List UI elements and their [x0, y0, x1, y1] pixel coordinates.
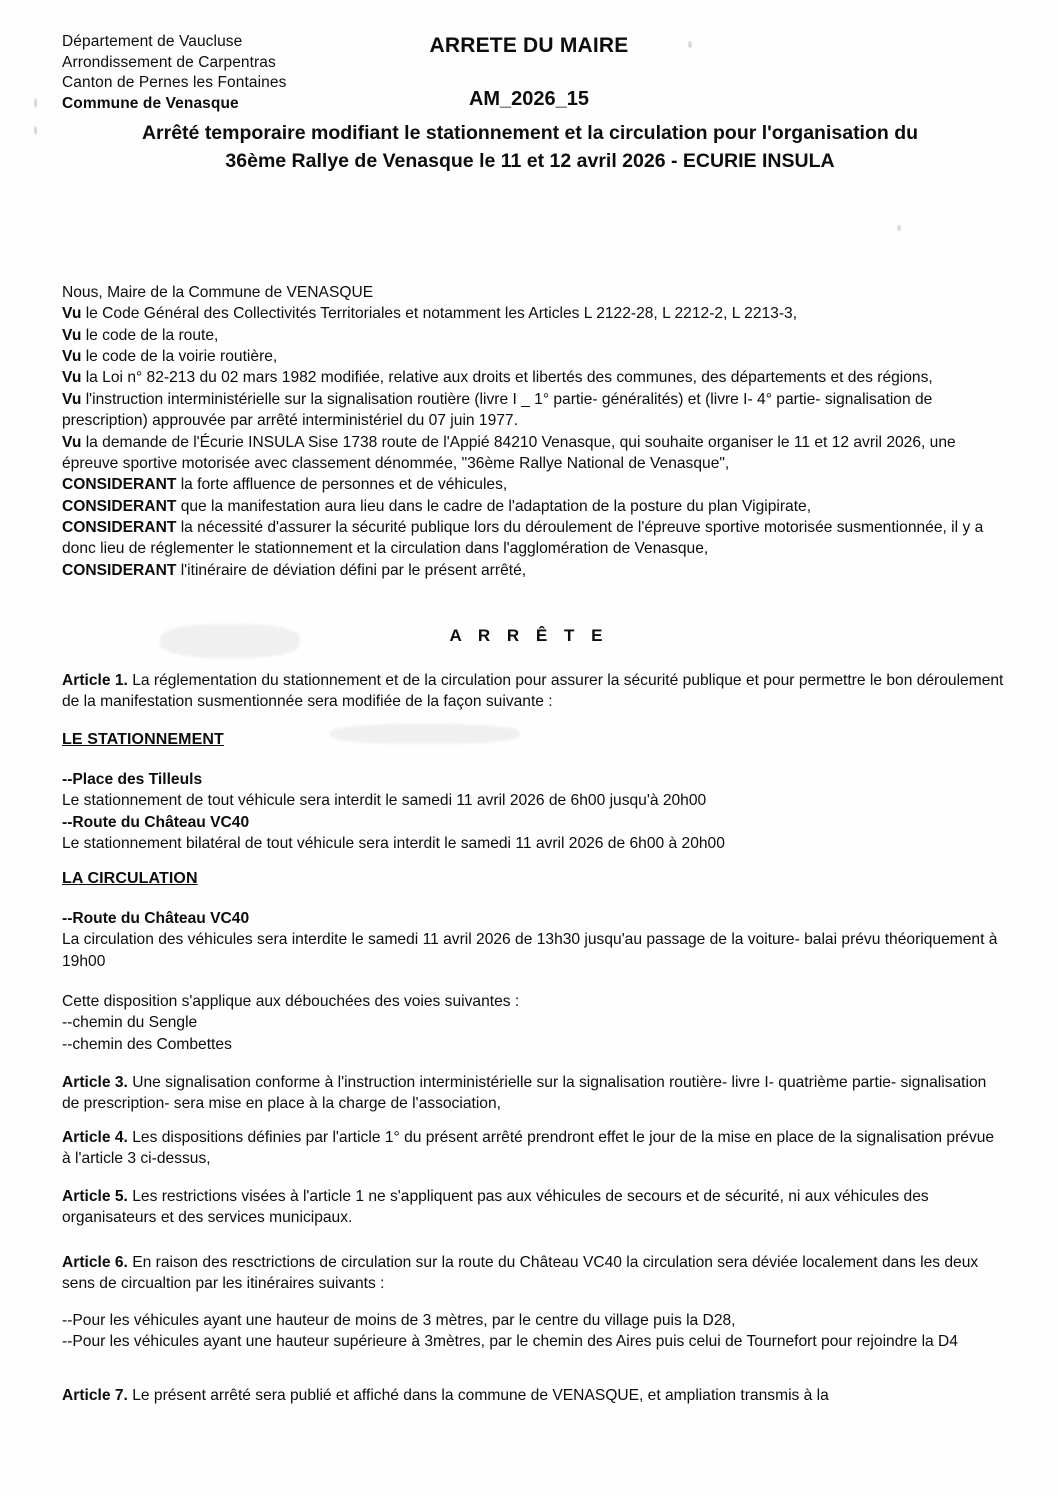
- article-6-label: Article 6.: [62, 1254, 128, 1271]
- article-7-text: Le présent arrêté sera publié et affiché dans la commune de VENASQUE, et ampliation transmis à la: [132, 1387, 829, 1404]
- preamble-opening: Nous, Maire de la Commune de VENASQUE: [62, 284, 374, 301]
- document-reference: AM_2026_15: [468, 88, 590, 110]
- article-1-label: Article 1.: [62, 672, 128, 689]
- article-1-text: La réglementation du stationnement et de la circulation pour assurer la sécurité publique et pour permettre le bon déroulement de la manifestation susmentionnée sera modifiée de la façon suivante :: [62, 672, 1004, 711]
- article-3-label: Article 3.: [62, 1074, 128, 1091]
- article-5: [62, 1186, 1006, 1229]
- preamble-considerant-1: CONSIDERANT la forte affluence de personnes et de véhicules,: [62, 476, 508, 494]
- considerant-label: CONSIDERANT: [62, 561, 177, 579]
- stationnement-rule-1: Le stationnement de tout véhicule sera interdit le samedi 11 avril 2026 de 6h00 jusqu'à 20h00: [62, 792, 707, 810]
- preamble-vu-5: Vu l'instruction interministérielle sur la signalisation routière (livre I _ 1° partie- généralités) et (livre I- 4° partie- signalisation de prescription) approuvée par arrêté interministériel du 07 juin 1977.: [62, 390, 933, 430]
- considerant-label: CONSIDERANT: [62, 518, 177, 536]
- vu-label: Vu: [62, 433, 82, 451]
- section-heading-stationnement: LE STATIONNEMENT: [62, 731, 224, 748]
- circulation-place-1: --Route du Château VC40: [62, 910, 250, 927]
- preamble-considerant-3: CONSIDERANT la nécessité d'assurer la sécurité publique lors du déroulement de l'épreuve sportive motorisée susmentionnée, il y a donc lieu de réglementer le stationnement et la circulation dans l'agglomération de Venasque,: [62, 518, 984, 558]
- article-6: [62, 1252, 1006, 1295]
- debouchees-intro: Cette disposition s'applique aux débouchées des voies suivantes :: [62, 993, 520, 1010]
- letterhead-arrondissement: Arrondissement de Carpentras: [62, 53, 276, 71]
- deviation-route-1: --Pour les véhicules ayant une hauteur de moins de 3 mètres, par le centre du village puis la D28,: [62, 1312, 736, 1329]
- scan-speck: [34, 126, 37, 135]
- vu-label: Vu: [62, 305, 82, 323]
- vu-label: Vu: [62, 348, 82, 366]
- preamble-vu-2: Vu le code de la route,: [62, 326, 219, 344]
- letterhead-commune: Commune de Venasque: [62, 94, 239, 112]
- article-1: [62, 670, 1006, 713]
- vu-label: Vu: [62, 369, 82, 387]
- article-5-label: Article 5.: [62, 1188, 128, 1205]
- scan-speck: [897, 225, 901, 231]
- vu-label: Vu: [62, 326, 82, 344]
- debouchees-block: [62, 991, 1006, 1055]
- article-4-label: Article 4.: [62, 1129, 128, 1146]
- circulation-block: [62, 908, 1006, 972]
- considerant-label: CONSIDERANT: [62, 497, 177, 515]
- article-3-text: Une signalisation conforme à l'instruction interministérielle sur la signalisation routière- livre I- quatrième partie- signalisation de prescription- sera mise en place à la charge de l'association,: [62, 1074, 987, 1113]
- stationnement-place-2: --Route du Château VC40: [62, 813, 250, 831]
- article-7-label: Article 7.: [62, 1387, 128, 1404]
- page-title: ARRETE DU MAIRE: [429, 34, 629, 57]
- article-7: [62, 1385, 1006, 1406]
- deviation-routes-block: [62, 1310, 1006, 1353]
- stationnement-rule-2: Le stationnement bilatéral de tout véhicule sera interdit le samedi 11 avril 2026 de 6h00 à 20h00: [62, 835, 725, 853]
- preamble-block: [62, 282, 1006, 581]
- vu-label: Vu: [62, 390, 82, 408]
- scan-smudge: [330, 724, 520, 744]
- debouchees-item-2: --chemin des Combettes: [62, 1035, 232, 1053]
- article-5-text: Les restrictions visées à l'article 1 ne s'appliquent pas aux véhicules de secours et de sécurité, ni aux véhicules des organisateurs et des services municipaux.: [62, 1188, 929, 1227]
- article-4: [62, 1127, 1006, 1170]
- preamble-vu-3: Vu le code de la voirie routière,: [62, 348, 278, 366]
- article-4-text: Les dispositions définies par l'article 1° du présent arrêté prendront effet le jour de la mise en place de la signalisation prévue à l'article 3 ci-dessus,: [62, 1129, 995, 1168]
- deviation-route-2: --Pour les véhicules ayant une hauteur supérieure à 3mètres, par le chemin des Aires puis celui de Tournefort pour rejoindre la D4: [62, 1333, 958, 1351]
- preamble-considerant-2: CONSIDERANT que la manifestation aura lieu dans le cadre de l'adaptation de la posture du plan Vigipirate,: [62, 497, 812, 515]
- circulation-rule-1: La circulation des véhicules sera interdite le samedi 11 avril 2026 de 13h30 jusqu'au passage de la voiture- balai prévu théoriquement à 19h00: [62, 931, 998, 970]
- stationnement-block: [62, 769, 1006, 854]
- section-heading-circulation: LA CIRCULATION: [62, 870, 198, 887]
- preamble-vu-1: Vu le Code Général des Collectivités Territoriales et notamment les Articles L 2122-28, L 2212-2, L 2213-3,: [62, 305, 798, 323]
- document-subject: Arrêté temporaire modifiant le stationnement et la circulation pour l'organisation du 36ème Rallye de Venasque le 11 et 12 avril 2026 - ECURIE INSULA: [141, 122, 919, 172]
- article-3: [62, 1072, 1006, 1115]
- preamble-vu-4: Vu la Loi n° 82-213 du 02 mars 1982 modifiée, relative aux droits et libertés des communes, des départements et des régions,: [62, 369, 933, 387]
- debouchees-item-1: --chemin du Sengle: [62, 1014, 198, 1032]
- arrete-heading: A R R Ê T E: [449, 626, 609, 645]
- letterhead-canton: Canton de Pernes les Fontaines: [62, 74, 287, 92]
- considerant-label: CONSIDERANT: [62, 476, 177, 494]
- preamble-vu-6: Vu la demande de l'Écurie INSULA Sise 1738 route de l'Appié 84210 Venasque, qui souhaite organiser le 11 et 12 avril 2026, une épreuve sportive motorisée avec classement dénommée, "36ème Rallye National de Venasque",: [62, 433, 956, 472]
- stationnement-place-1: --Place des Tilleuls: [62, 771, 203, 788]
- article-6-text: En raison des resctrictions de circulation sur la route du Château VC40 la circulation sera déviée localement dans les deux sens de circualtion par les itinéraires suivants :: [62, 1254, 979, 1293]
- preamble-considerant-4: CONSIDERANT l'itinéraire de déviation défini par le présent arrêté,: [62, 561, 527, 579]
- letterhead-department: Département de Vaucluse: [62, 33, 243, 50]
